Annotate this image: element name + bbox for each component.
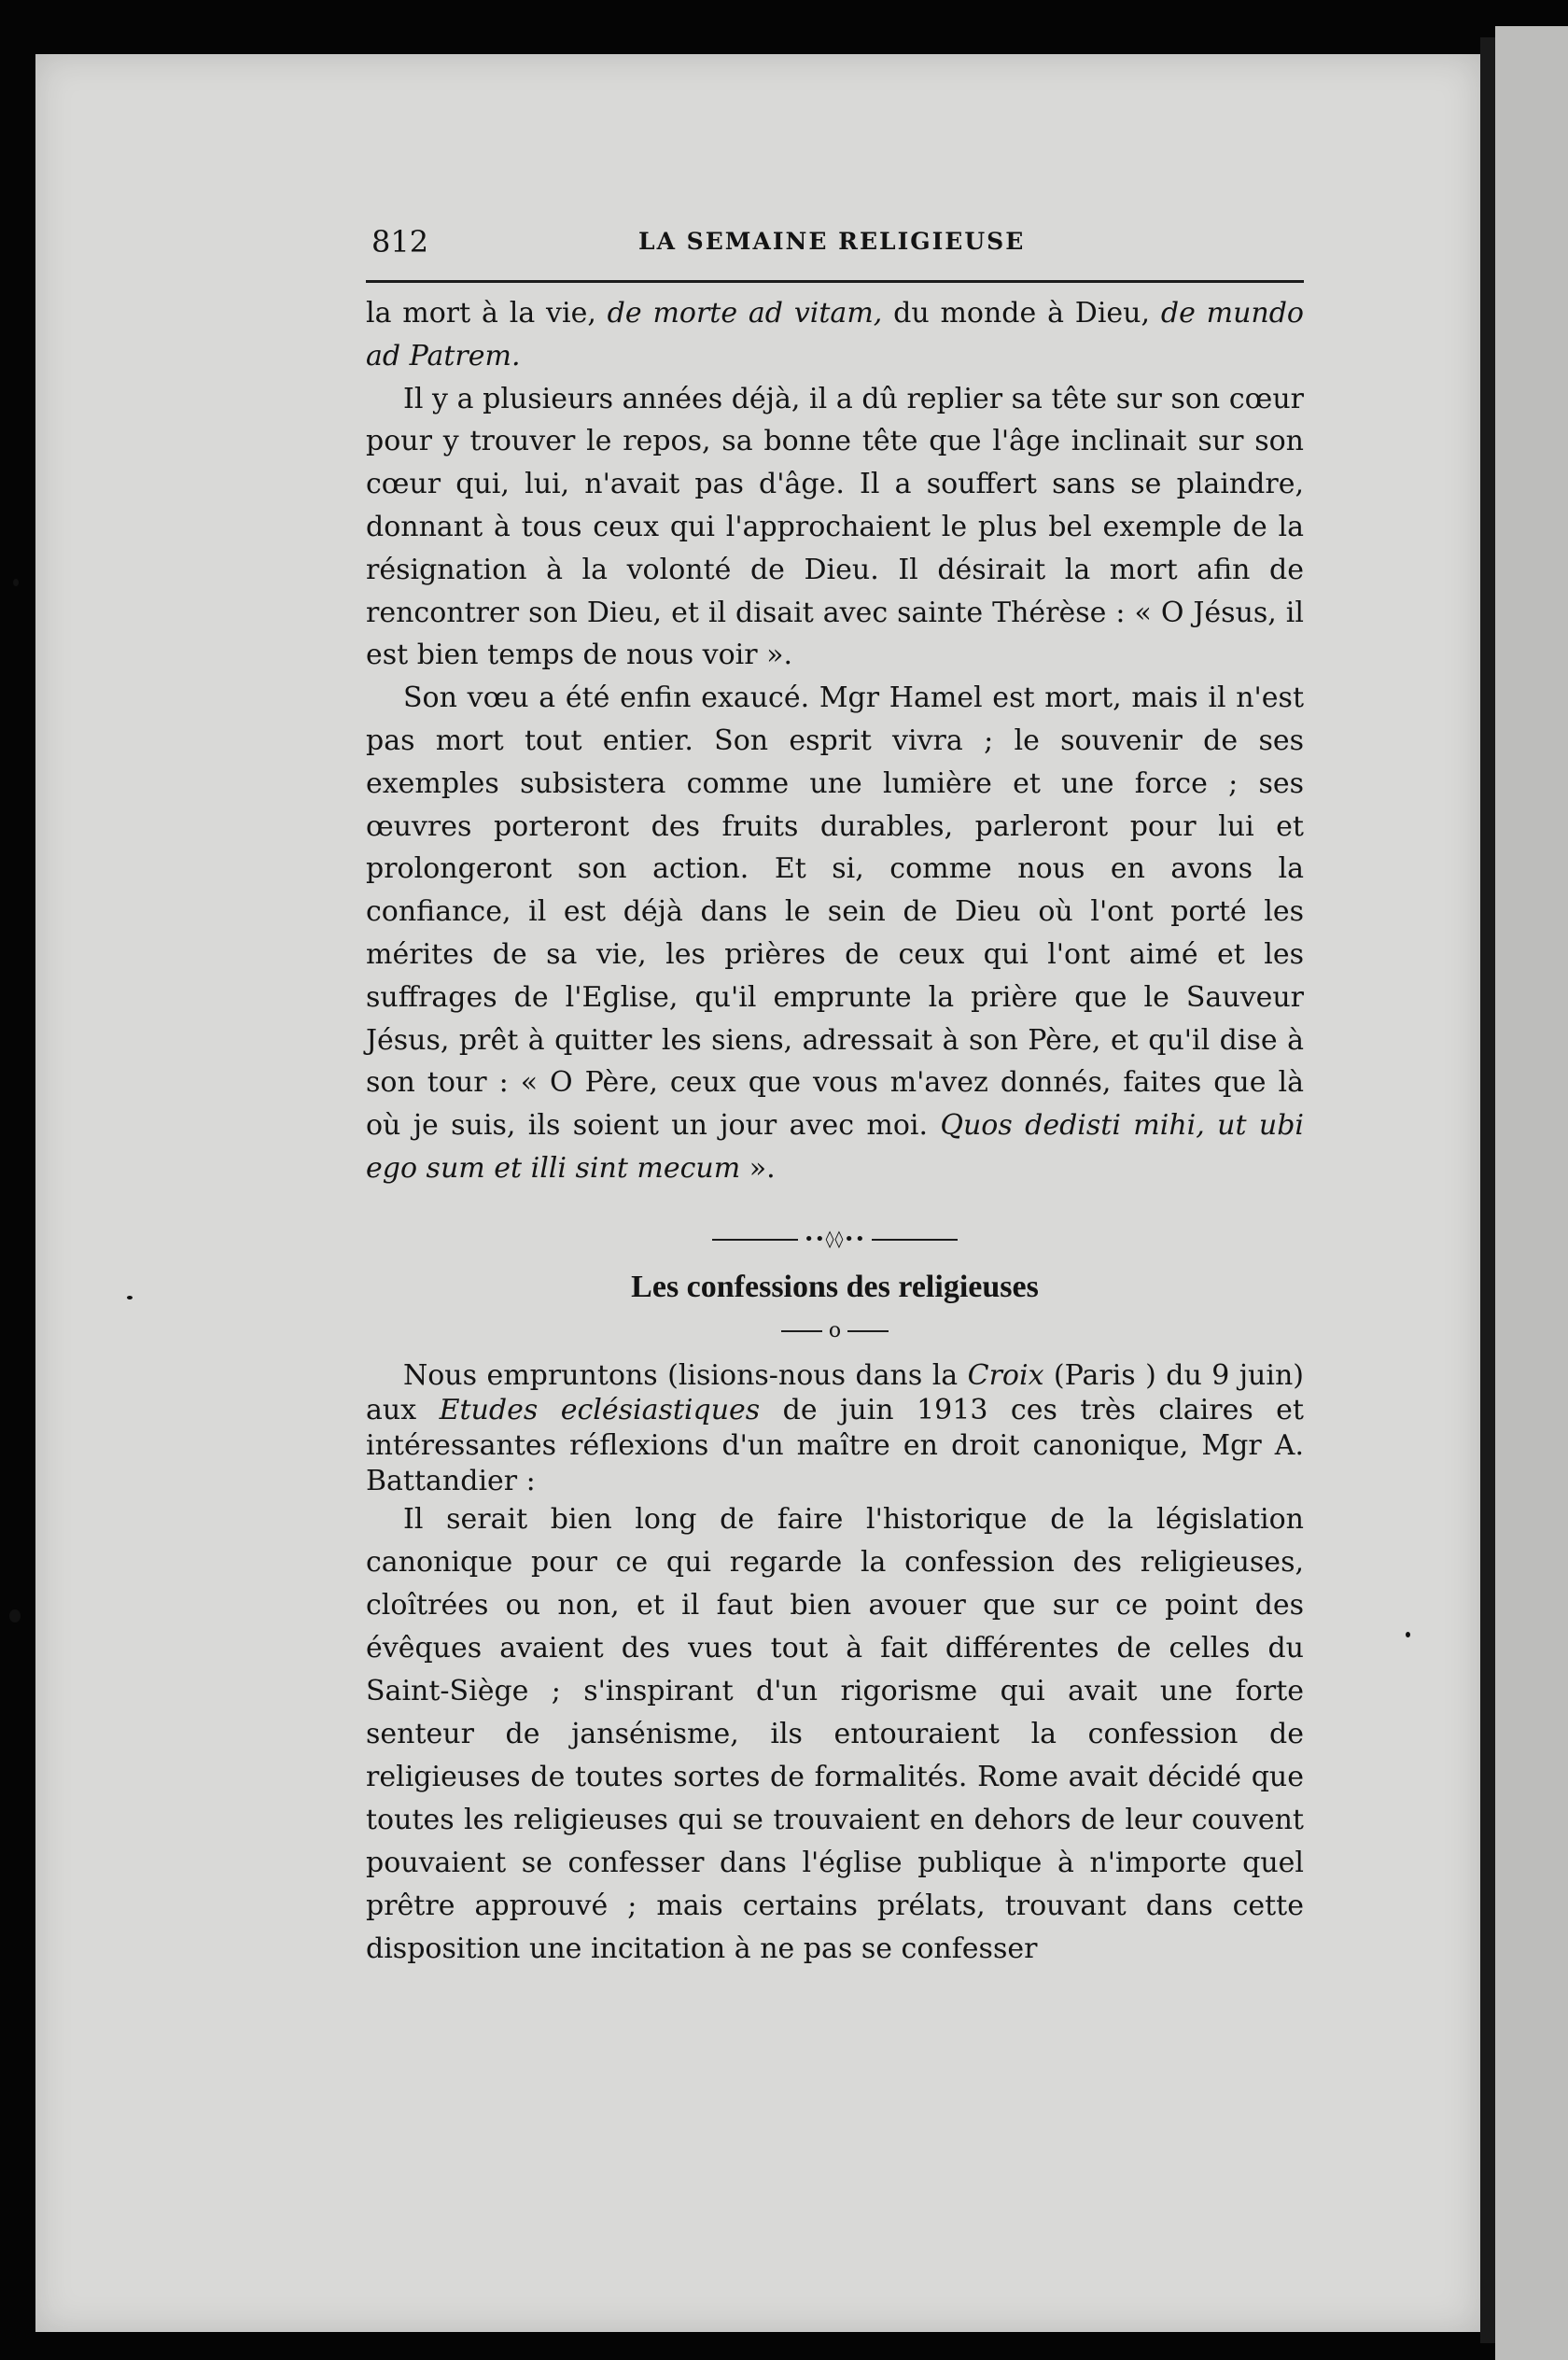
ornament-line-left [712,1239,798,1241]
text-run: Nous empruntons (lisions-nous dans la [403,1358,968,1392]
text-block-upper [366,292,1304,677]
running-title: LA SEMAINE RELIGIEUSE [638,228,1026,255]
heading-separator [366,1317,1304,1345]
text-run: ». [740,1151,776,1185]
paragraph [366,378,1304,678]
text-run: Il y a plusieurs années déjà, il a dû replier sa tête sur son cœur pour y trouver le repos, sa bonne tête que l'âge inclinait sur son cœur qui, lui, n'avait pas d'âge. Il a souffert sans se plaindre, donnant à tous ceux qui l'approchaient le plus bel exemple de la résignation à la volonté de Dieu. Il désirait la mort afin de rencontrer son Dieu, et il disait avec sainte Thérèse : « O Jésus, il est bien temps de nous voir ». [366,382,1304,672]
running-header [366,224,1304,261]
intro-paragraph [366,1358,1304,1498]
text-run: de juin 1913 ces très claires et intéressantes réflexions d'un maître en droit canonique, Mgr A. Battandier : [366,1394,1304,1497]
section-heading: Les confessions des religieuses [631,1269,1039,1304]
text-run: du monde à Dieu, [882,297,1161,330]
scan-speck [127,1296,133,1299]
italic-text: Croix [967,1358,1044,1392]
italic-text: Quos dedisti mihi, ut ubi ego sum et illi sint mecum [366,1109,1304,1185]
separator-line-left [781,1330,822,1332]
italic-text: de mundo ad Patrem. [366,297,1304,372]
text-run: Son vœu a été enfin exaucé. Mgr Hamel est mort, mais il n'est pas mort tout entier. Son esprit vivra ; le souvenir de ses exemples subsistera comme une lumière et une force ; ses œuvres porteront des fruits durables, parleront pour lui et prolongeront son action. Et si, comme nous en avons la confiance, il est déjà dans le sein de Dieu où l'ont porté les mérites de sa vie, les prières de ceux qui l'ont aimé et les suffrages de l'Eglise, qu'il emprunte la prière que le Sauveur Jésus, prêt à quitter les siens, adressait à son Père, et qu'il dise à son tour : « O Père, ceux que vous m'avez donnés, faites que là où je suis, ils soient un jour avec moi. [366,681,1304,1143]
page-number: 812 [371,224,429,260]
text-run: (Paris ) du 9 juin) aux [366,1358,1304,1427]
paragraph [366,292,1304,378]
text-run: la mort à la vie, [366,297,608,330]
text-block-lower [366,677,1304,1190]
ornament-divider [366,1229,1304,1250]
scan-speck [1406,1632,1410,1637]
italic-text: de morte ad vitam, [607,297,883,330]
ornament-line-right [872,1239,958,1241]
scan-speck [9,1609,21,1622]
body-paragraph [366,1498,1304,1971]
header-rule [366,280,1304,283]
page-content [366,224,1304,1971]
adjacent-page-edge [1495,26,1568,2360]
scan-speck [13,579,19,586]
italic-text: Etudes eclésiastiques [439,1394,761,1427]
text-run: Il serait bien long de faire l'historique de la législation canonique pour ce qui regarde la confession des religieuses, cloîtrées ou non, et il faut bien avouer que sur ce point des évêques avaient des vues tout à fait différentes de celles du Saint-Siège ; s'inspirant d'un rigorisme qui avait une forte senteur de jansénisme, ils entouraient la confession de religieuses de toutes sortes de formalités. Rome avait décidé que toutes les religieuses qui se trouvaient en dehors de leur couvent pouvaient se confesser dans l'église publique à n'importe quel prêtre approuvé ; mais certains prélats, trouvant dans cette disposition une incitation à ne pas se confesser [366,1503,1304,1966]
paragraph [366,677,1304,1190]
separator-line-right [847,1330,889,1332]
ornament-glyph: ••◊◊•• [804,1229,866,1249]
page-gutter [1480,37,1495,2343]
separator-glyph: o [828,1318,842,1342]
